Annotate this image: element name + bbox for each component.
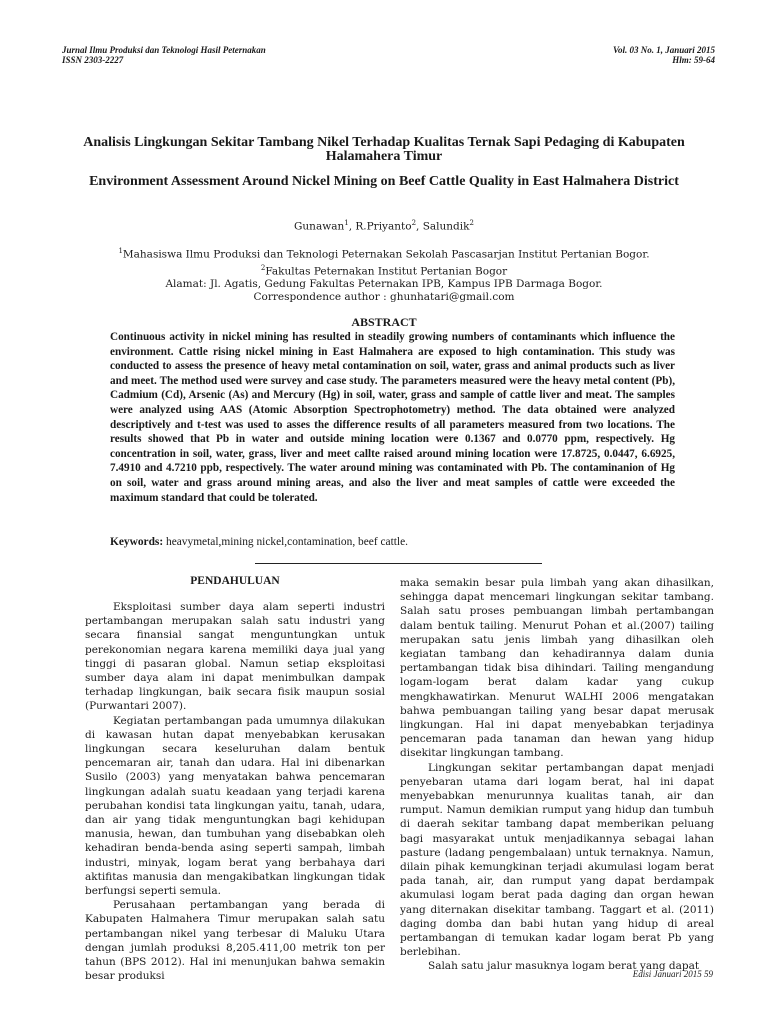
paragraph: maka semakin besar pula limbah yang akan dihasilkan, sehingga dapat mencemari lingkungan sekitar tambang. Salah satu proses pembuangan limbah pertambangan dalam bentuk tailing. Menurut Pohan et al.(2007) tailing merupakan satu jenis limbah yang dihasilkan oleh kegiatan tambang dan kehadirannya dalam dunia pertambangan tidak bisa dihindari. Tailing mengandung logam-logam berat dalam kadar yang cukup mengkhawatirkan. Menurut WALHI 2006 mengatakan bahwa pembuangan tailing yang besar dapat merusak lingkungan. Hal ini dapat menyebabkan terjadinya pencemaran pada tanaman dan hewan yang hidup disekitar lingkungan tambang. [400, 577, 714, 760]
right-column [400, 576, 714, 974]
author-2-sup: 2 [411, 219, 417, 227]
author-1-sup: 1 [344, 219, 349, 227]
paragraph: Perusahaan pertambangan yang berada di Kabupaten Halmahera Timur merupakan salah satu pertambangan nikel yang terbesar di Maluku Utara dengan jumlah produksi 8,205.411,00 metrik ton per tahun (BPS 2012). Hal ini menunjukan bahwa semakin besar produksi [85, 899, 385, 983]
keywords-list: heavymetal,mining nickel,contamination, beef cattle. [163, 536, 408, 548]
section-heading: PENDAHULUAN [190, 575, 280, 587]
author-2: R.Priyanto [355, 220, 412, 233]
issn: ISSN 2303-2227 [62, 55, 124, 65]
author-1: Gunawan [294, 220, 345, 233]
title-indonesian: Analisis Lingkungan Sekitar Tambang Nikel Terhadap Kualitas Ternak Sapi Pedaging di Kabupaten Halamahera Timur [83, 135, 685, 164]
abstract-text: Continuous activity in nickel mining has resulted in steadily growing numbers of contaminants which influence the environment. Cattle rising nickel mining in East Halmahera are exposed to high contamination. This study was conducted to assess the presence of heavy metal contamination on soil, water, grass and animal products such as liver and meet. The method used were survey and case study. The parameters measured were the heavy metal content (Pb), Cadmium (Cd), Arsenic (As) and Mercury (Hg) in soil, water, grass and sample of cattle liver and meat. The samples were analyzed using AAS (Atomic Absorption Spectrophotometry) method. The data obtained were analyzed descriptively and t-test was used to asses the difference results of all parameters measured from two locations. The results showed that Pb in water and outside mining location were 0.1367 and 0.0770 ppm, respectively. Hg concentration in soil, water, grass, liver and meet callte raised around mining location were 17.8725, 0.0447, 6.6925, 7.4910 and 4.7210 ppb, respectively. The water around mining was contaminated with Pb. The contaminanion of Hg on soil, water and grass around mining areas, and also the liver and meat samples of cattle were exceeded the maximum standard that could be tolerated. [110, 331, 675, 504]
keywords-label: Keywords: [110, 536, 164, 548]
correspondence: Correspondence author : ghunhatari@gmail.com [253, 291, 515, 303]
paragraph: Lingkungan sekitar pertambangan dapat menjadi penyebaran utama dari logam berat, hal ini dapat menyebabkan menurunnya kualitas tanah, air dan rumput. Namun demikian rumput yang hidup dan tumbuh di daerah sekitar tambang dapat memberikan peluang bagi masyarakat untuk menjadikannya sebagai lahan pasture (ladang pengembalaan) untuk ternaknya. Namun, dilain pihak kemungkinan terjadi akumulasi logam berat pada tanah, air, dan rumput yang dapat berdampak akumulasi logam berat pada daging dan organ hewan yang diternakan disekitar tambang. Taggart et al. (2011) daging domba dan babi hutan yang hidup di areal pertambangan di temukan kadar logam berat Pb yang berlebihan. [400, 761, 714, 959]
volume-info: Vol. 03 No. 1, Januari 2015 [612, 45, 715, 55]
left-column [85, 600, 385, 983]
journal-name: Jurnal Ilmu Produksi dan Teknologi Hasil Peternakan [62, 45, 266, 55]
affiliations [60, 245, 708, 304]
address: Alamat: Jl. Agatis, Gedung Fakultas Peternakan IPB, Kampus IPB Darmaga Bogor. [165, 278, 603, 290]
authors: Gunawan$^1$, R.Priyanto$^2$, Salundik$^2$ [294, 219, 474, 233]
paragraph: Salah satu jalur masuknya logam berat yang dapat [428, 960, 700, 973]
affiliation-1: $^1$Mahasiswa Ilmu Produksi dan Teknologi Peternakan Sekolah Pascasarjan Institut Pertanian Bogor. [118, 247, 650, 261]
paragraph: Kegiatan pertambangan pada umumnya dilakukan di kawasan hutan dapat menyebabkan kerusakan lingkungan secara keseluruhan dalam bentuk pencemaran air, tanah dan udara. Hal ini dibenarkan Susilo (2003) yang menyatakan bahwa pencemaran lingkungan adalah suatu keadaan yang terjadi karena perubahan kondisi tata lingkungan yaitu, tanah, udara, dan air yang tidak menguntungkan bagi kehidupan manusia, hewan, dan tumbuhan yang disebabkan oleh kehadiran benda-benda asing seperti sampah, limbah industri, minyak, logam berat yang berbahaya dari aktifitas manusia dan mengakibatkan lingkungan tidak berfungsi seperti semula. [85, 714, 385, 898]
author-3-sup: 2 [469, 219, 474, 227]
title-english: Environment Assessment Around Nickel Mining on Beef Cattle Quality in East Halmahera District [89, 174, 679, 189]
page-range: Hlm: 59-64 [672, 55, 715, 65]
abstract-heading: ABSTRACT [351, 315, 417, 329]
author-3: Salundik [422, 220, 470, 233]
section-divider [255, 563, 542, 564]
volume-header [613, 45, 715, 65]
journal-header [62, 45, 266, 65]
keywords [110, 536, 675, 548]
affiliation-2: $^2$Fakultas Peternakan Institut Pertanian Bogor [260, 263, 508, 277]
paragraph: Eksploitasi sumber daya alam seperti industri pertambangan merupakan salah satu industri yang secara finansial sangat menguntungkan untuk perekonomian negara karena memiliki daya jual yang tinggi di pasaran global. Namun setiap eksploitasi sumber daya alam ini dapat menimbulkan dampak terhadap lingkungan, baik secara fisik maupun sosial (Purwantari 2007). [85, 601, 385, 713]
page-footer: Edisi Januari 2015 59 [632, 969, 713, 979]
